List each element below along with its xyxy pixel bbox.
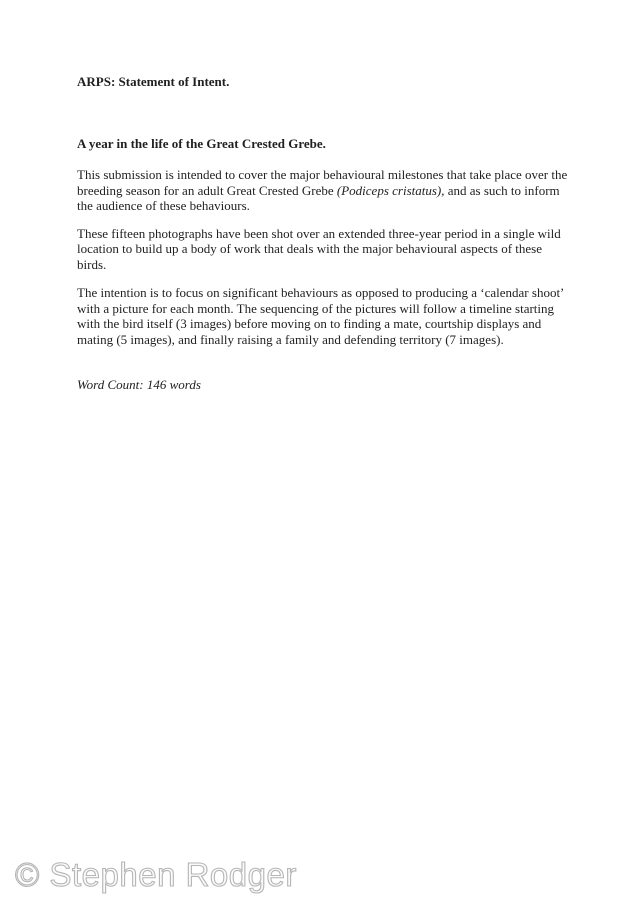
copyright-watermark: © Stephen Rodger (15, 856, 297, 893)
document-content (77, 74, 572, 393)
paragraph-submission-lead: This submission is intended to cover the major behavioural milestones that take place over the breeding season for an adult Great Crested Grebe (77, 167, 568, 198)
species-latin-name: (Podiceps cristatus), (336, 182, 445, 198)
document-title: ARPS: Statement of Intent. (77, 74, 230, 89)
paragraph-submission (77, 167, 572, 214)
document-subtitle: A year in the life of the Great Crested Grebe. (77, 135, 326, 151)
paragraph-intention: The intention is to focus on significant behaviours as opposed to producing a ‘calendar shoot’ with a picture for each month. The sequencing of the pictures will follow a timeline starting with the bird itself (3 images) before moving on to finding a mate, courtship displays and mating (5 images), and finally raising a family and defending territory (7 images). (77, 285, 564, 347)
paragraph-photographs: These fifteen photographs have been shot over an extended three-year period in a single wild location to build up a body of work that deals with the major behavioural aspects of these birds. (77, 225, 561, 272)
word-count: Word Count: 146 words (77, 377, 201, 392)
paragraph-submission-tail: and as such to inform the audience of these behaviours. (77, 182, 560, 213)
